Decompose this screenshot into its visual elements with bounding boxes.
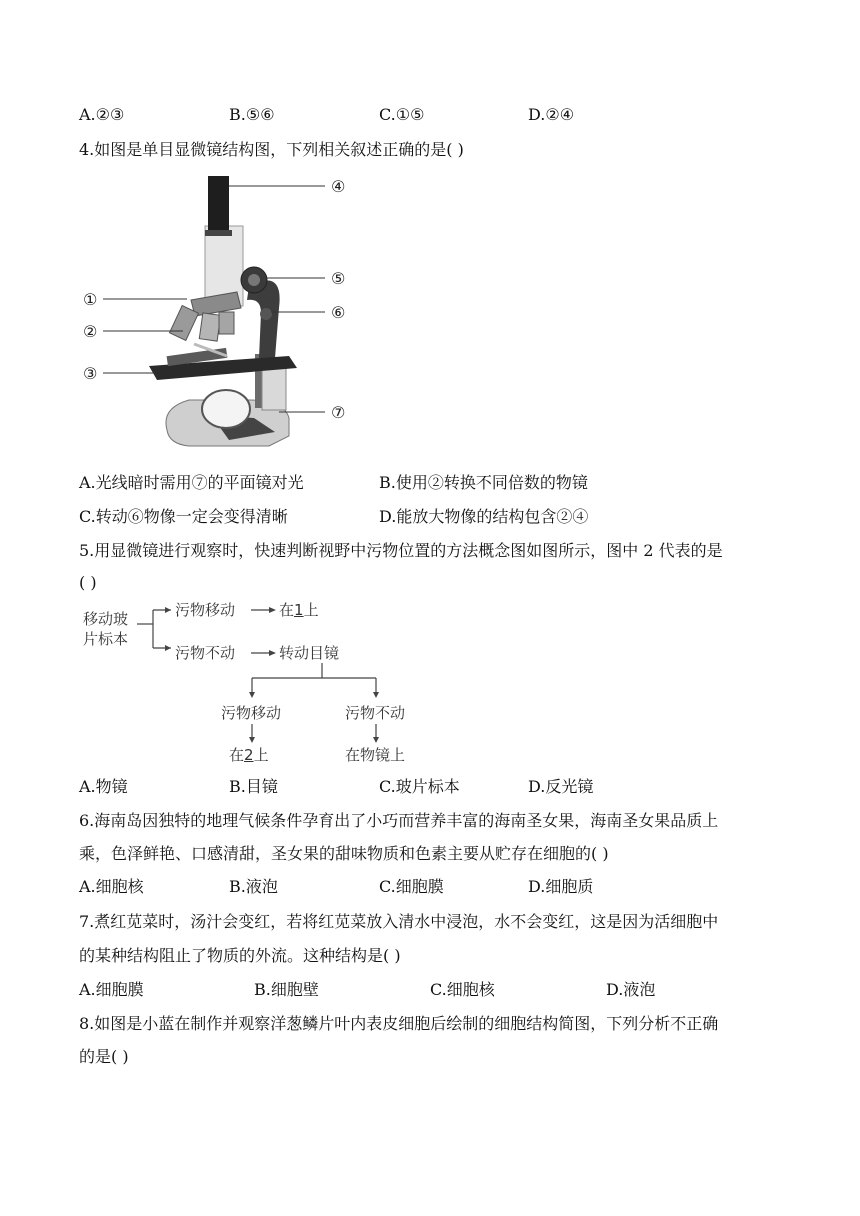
concept-flowchart <box>79 598 429 768</box>
label-1: ① <box>83 290 98 309</box>
q6-option-b: B.液泡 <box>229 877 278 896</box>
q5-option-d: D.反光镜 <box>528 777 594 796</box>
q5-option-c: C.玻片标本 <box>379 777 460 796</box>
root-line1: 移动玻 <box>83 610 129 628</box>
q5-stem-line2: ( ) <box>79 573 97 592</box>
label-2: ② <box>83 322 98 341</box>
blank-1: 1 <box>294 601 304 619</box>
q5-option-a: A.物镜 <box>79 777 128 796</box>
branch2-label: 污物不动 <box>175 644 236 662</box>
q3-option-c: C.①⑤ <box>379 105 425 124</box>
q4-option-a: A.光线暗时需用⑦的平面镜对光 <box>79 473 304 492</box>
sub2-result: 在物镜上 <box>345 746 406 764</box>
sub1-result-prefix: 在 <box>229 746 245 764</box>
q3-option-b: B.⑤⑥ <box>229 105 275 124</box>
label-6: ⑥ <box>331 303 346 322</box>
q6-option-d: D.细胞质 <box>528 877 594 896</box>
q5-stem-line1: 5.用显微镜进行观察时，快速判断视野中污物位置的方法概念图如图所示，图中 2 代表的是 <box>79 541 723 560</box>
q7-stem-line2: 的某种结构阻止了物质的外流。这种结构是( ) <box>79 946 401 965</box>
label-7: ⑦ <box>331 403 346 422</box>
sub1-result-suffix: 上 <box>253 746 269 764</box>
q3-option-d: D.②④ <box>528 105 575 124</box>
q4-option-d: D.能放大物像的结构包含②④ <box>379 507 589 526</box>
microscope-figure <box>79 168 369 463</box>
q3-option-a: A.②③ <box>79 105 125 124</box>
q4-option-c: C.转动⑥物像一定会变得清晰 <box>79 507 288 526</box>
q6-stem-line2: 乘，色泽鲜艳、口感清甜，圣女果的甜味物质和色素主要从贮存在细胞的( ) <box>79 844 609 863</box>
q7-option-c: C.细胞核 <box>430 980 495 999</box>
label-5: ⑤ <box>331 269 346 288</box>
label-3: ③ <box>83 364 98 383</box>
q4-stem: 4.如图是单目显微镜结构图，下列相关叙述正确的是( ) <box>79 140 464 159</box>
q8-stem-line1: 8.如图是小蓝在制作并观察洋葱鳞片叶内表皮细胞后绘制的细胞结构简图，下列分析不正确 <box>79 1014 719 1033</box>
result1-prefix: 在 <box>279 601 295 619</box>
result1-suffix: 上 <box>303 601 319 619</box>
sub1-label: 污物移动 <box>221 704 282 722</box>
q6-option-a: A.细胞核 <box>79 877 144 896</box>
q6-stem-line1: 6.海南岛因独特的地理气候条件孕育出了小巧而营养丰富的海南圣女果，海南圣女果品质上 <box>79 811 719 830</box>
blank-2: 2 <box>244 746 254 764</box>
q7-option-d: D.液泡 <box>606 980 656 999</box>
q7-option-b: B.细胞壁 <box>254 980 319 999</box>
q4-option-b: B.使用②转换不同倍数的物镜 <box>379 473 588 492</box>
action-label: 转动目镜 <box>279 644 340 662</box>
q5-option-b: B.目镜 <box>229 777 278 796</box>
q8-stem-line2: 的是( ) <box>79 1047 129 1066</box>
result1 <box>279 601 319 619</box>
root-line2: 片标本 <box>83 630 129 648</box>
branch1-label: 污物移动 <box>175 601 236 619</box>
q7-option-a: A.细胞膜 <box>79 980 144 999</box>
label-4: ④ <box>331 177 346 196</box>
sub1-result <box>229 746 269 764</box>
q6-option-c: C.细胞膜 <box>379 877 444 896</box>
sub2-label: 污物不动 <box>345 704 406 722</box>
q7-stem-line1: 7.煮红苋菜时，汤汁会变红，若将红苋菜放入清水中浸泡，水不会变红，这是因为活细胞中 <box>79 912 719 931</box>
